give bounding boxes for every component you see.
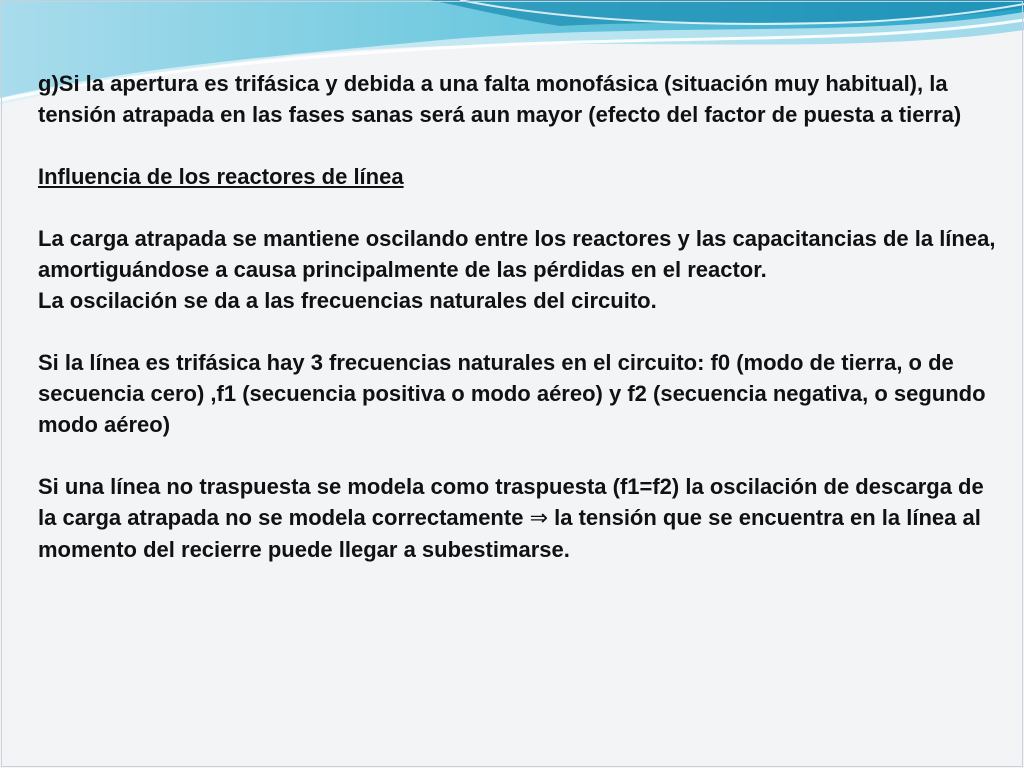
spacer	[38, 192, 998, 223]
paragraph-traspuesta-pre: Si una línea no traspuesta se modela como traspuesta (f1=f2) la oscilación de descarga de la carga atrapada no se modela correctamente	[38, 474, 984, 530]
paragraph-traspuesta-post: la tensión que se encuentra en la línea al momento del recierre puede llegar a subestimarse.	[38, 505, 981, 562]
section-heading: Influencia de los reactores de línea	[38, 164, 404, 189]
paragraph-trifasica: Si la línea es trifásica hay 3 frecuencias naturales en el circuito: f0 (modo de tierra, o de secuencia cero) ,f1 (secuencia positiva o modo aéreo) y f2 (secuencia negativa, o segundo modo aéreo)	[38, 350, 986, 437]
paragraph-traspuesta	[38, 471, 998, 565]
paragraph-carga: La carga atrapada se mantiene oscilando entre los reactores y las capacitancias de la línea, amortiguándose a causa principalmente de las pérdidas en el reactor.	[38, 226, 996, 282]
spacer	[38, 316, 998, 347]
paragraph-g: g)Si la apertura es trifásica y debida a una falta monofásica (situación muy habitual), la tensión atrapada en las fases sanas será aun mayor (efecto del factor de puesta a tierra)	[38, 71, 962, 127]
implies-arrow-icon: ⇒	[529, 506, 548, 531]
spacer	[38, 130, 998, 161]
slide-body	[38, 68, 998, 565]
paragraph-oscilacion: La oscilación se da a las frecuencias naturales del circuito.	[38, 288, 657, 313]
spacer	[38, 440, 998, 471]
